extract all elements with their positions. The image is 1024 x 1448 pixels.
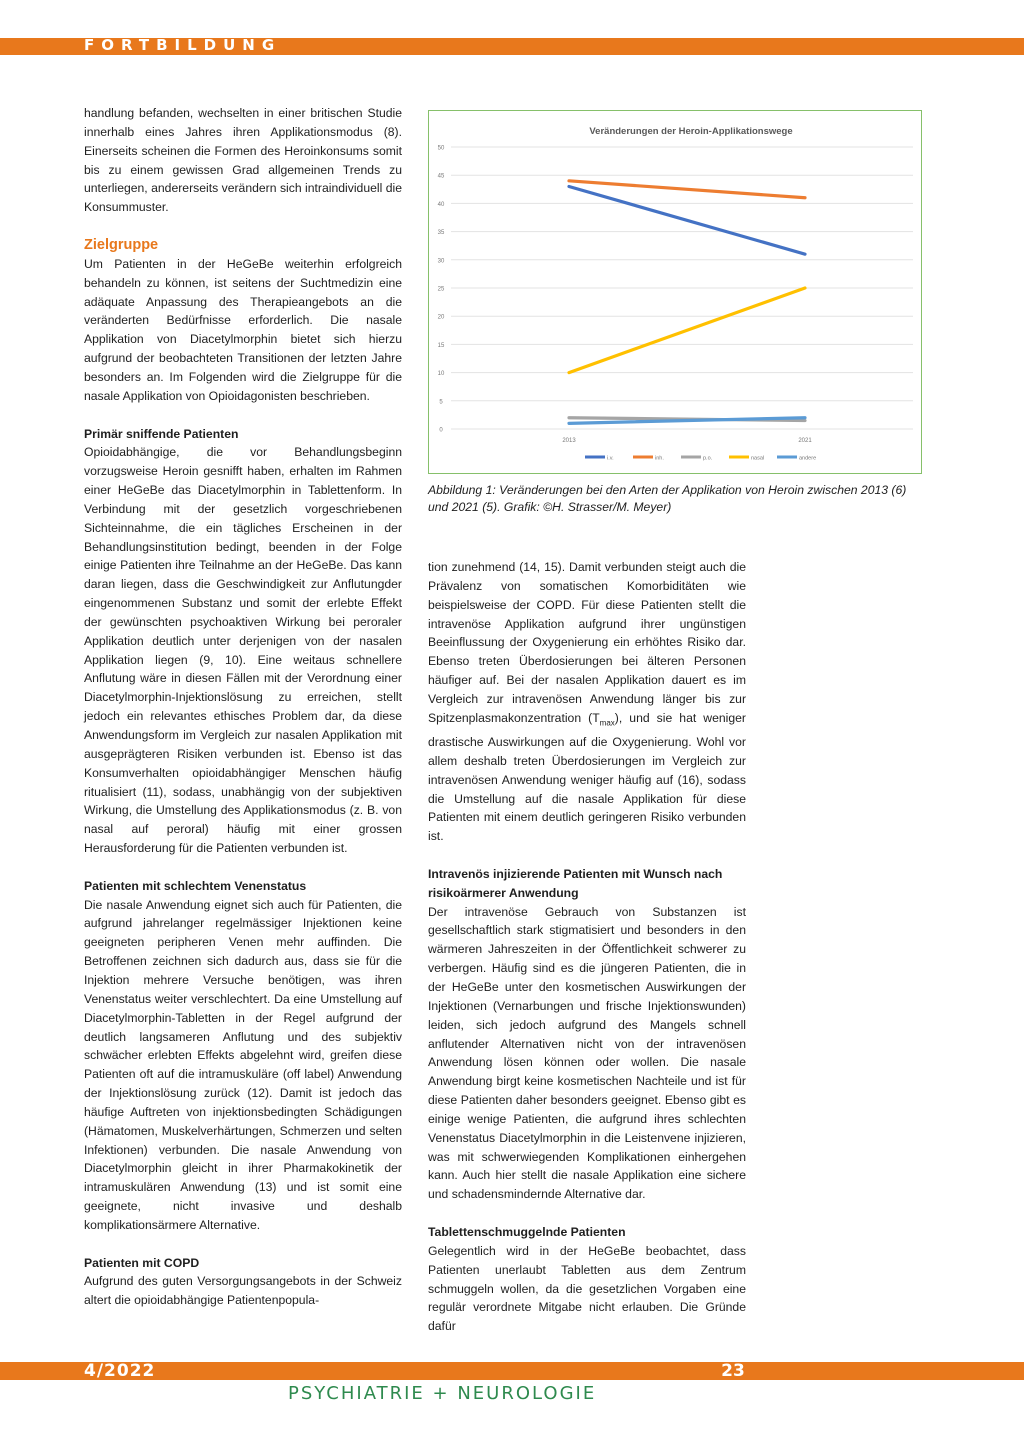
primaer-paragraph: Opioidabhängige, die vor Behandlungsbeginn vorzugsweise Heroin gesnifft haben, erhalten im Rahmen einer HeGeBe das Diacetylmorphin in Tablettenform. In Verbindung mit der gesetzlich vorgeschriebenen Sichteinnahme, die ein tägliches Erscheinen in der Behandlungsinstitution bedingt, beenden in der Folge einige Patienten ihre Teilnahme an der HeGeBe. Das kann daran liegen, dass die Geschwindigkeit zur Anflutungder eingenommenen Substanz und somit der erlebte Effekt der gewünschten psychoaktiven Wirkung bei peroraler Applikation deutlich unter derjenigen von der nasalen Applikation liegen (9, 10). Eine weitaus schnellere Anflutung wäre in diesen Fällen mit der Verordnung einer Diacetylmorphin-Injektionslösung zu erreichen, stellt jedoch ein relevantes ethisches Problem dar, da diese Anwendungsform im Vergleich zur nasalen Applikation mit ausgeprägteren Risiken verbunden ist. Ebenso ist das Konsumverhalten opioidabhängiger Menschen häufig ritualisiert (11), sodass, unabhängig von der subjektiven Wirkung, die Umstellung des Applikationsmodus (z. B. von nasal auf peroral) häufig mit einer grossen Herausforderung für die Patienten verbunden ist. xyxy=(84,445,402,856)
left-column xyxy=(84,104,402,1310)
continuation-text-b: ), und sie hat weniger drastische Auswirkungen auf die Oxygenierung. Wohl vor allem deshalb treten Überdosierungen im Vergleich zur intravenösen Anwendung weniger häufig auf (16), sodass die Umstellung auf die nasale Applikation für diese Patienten mit einem deutlich geringeren Risiko verbunden ist. xyxy=(428,710,746,844)
journal-name: PSYCHIATRIE + NEUROLOGIE xyxy=(288,1383,597,1404)
tmax-subscript: max xyxy=(599,718,615,728)
intro-paragraph: handlung befanden, wechselten in einer britischen Studie innerhalb eines Jahres ihren Applikationsmodus (8). Einerseits scheinen die Formen des Heroinkonsums somit bis zu einem gewissen Grad allgemeinen Trends zu unterliegen, andererseits verändern sich intraindividuell die Konsummuster. xyxy=(84,106,402,215)
copd-paragraph: Aufgrund des guten Versorgungsangebots in der Schweiz altert die opioidabhängige Patientenpopula- xyxy=(84,1274,402,1308)
x-tick-label: 2021 xyxy=(798,438,812,444)
chart-title: Veränderungen der Heroin-Applikationswege xyxy=(589,126,793,137)
y-tick-label: 15 xyxy=(437,342,445,349)
x-tick-label: 2013 xyxy=(562,438,576,444)
venen-heading: Patienten mit schlechtem Venenstatus xyxy=(84,878,307,893)
series-line-nasal xyxy=(569,288,805,373)
primaer-heading: Primär sniffende Patienten xyxy=(84,426,239,441)
y-tick-label: 25 xyxy=(437,286,445,293)
continuation-text-a: tion zunehmend (14, 15). Damit verbunden steigt auch die Prävalenz von somatischen Komorbiditäten wie beispielsweise der COPD. Für diese Patienten stellt die intravenöse Applikation aufgrund ihrer ungünstigen Beeinflussung der Oxygenierung ein erhöhtes Risiko dar. Ebenso treten Überdosierungen bei älteren Personen häufiger auf. Bei der nasalen Applikation dauert es im Vergleich zur intravenösen Anwendung länger bis zur Spitzenplasmakonzentration (T xyxy=(428,560,746,725)
y-tick-label: 30 xyxy=(437,258,445,265)
venen-paragraph: Die nasale Anwendung eignet sich auch für Patienten, die aufgrund jahrelanger regelmässiger Injektionen keine geeigneten peripheren Venen mehr auffinden. Die Betroffenen zeichnen sich dadurch aus, dass sie für die Injektion mehrere Versuche benötigen, was ihren Venenstatus weiter verschlechtert. Da eine Umstellung auf Diacetylmorphin-Tabletten in der Regel aufgrund der deutlich langsameren Anflutung und des subjektiv schwächer erlebten Effekts abgelehnt wird, greifen diese Patienten oft auf die intramuskuläre (off label) Anwendung der Injektionslösung zurück (12). Damit ist jedoch das häufige Auftreten von injektionsbedingten Schädigungen (Hämatomen, Muskelverhärtungen, Schmerzen und selten Infektionen) verbunden. Die nasale Anwendung von Diacetylmorphin gleicht in ihrer Pharmakokinetik der intramuskulären Anwendung (13) und ist somit eine geeignete, nicht invasive und deshalb komplikationsärmere Alternative. xyxy=(84,897,402,1232)
figure-caption: Abbildung 1: Veränderungen bei den Arten der Applikation von Heroin zwischen 2013 (6) und 2021 (5). Grafik: ©H. Strasser/M. Meyer) xyxy=(428,483,907,514)
section-label: FORTBILDUNG xyxy=(84,36,282,54)
line-chart xyxy=(429,111,923,475)
iv-heading: Intravenös injizierende Patienten mit Wunsch nach risikoärmerer Anwendung xyxy=(428,866,723,900)
y-tick-label: 0 xyxy=(439,427,443,434)
y-tick-label: 10 xyxy=(437,371,445,378)
issue-number: 4/2022 xyxy=(84,1361,156,1381)
figure-chart xyxy=(428,110,922,474)
zielgruppe-paragraph: Um Patienten in der HeGeBe weiterhin erfolgreich behandeln zu können, ist seitens der Suchtmedizin eine adäquate Anpassung des Therapieangebots an die veränderten Bedürfnisse erforderlich. Die nasale Applikation von Diacetylmorphin bietet sich hierzu aufgrund der beobachteten Transitionen der letzten Jahre besonders an. Im Folgenden wird die Zielgruppe für die nasale Applikation von Opioidagonisten beschrieben. xyxy=(84,256,402,403)
legend-label: inh. xyxy=(655,455,664,462)
tabletten-heading: Tablettenschmuggelnde Patienten xyxy=(428,1224,626,1239)
y-tick-label: 20 xyxy=(437,314,445,321)
right-column xyxy=(428,558,746,1336)
continuation-paragraph xyxy=(428,558,746,846)
legend-label: p.o. xyxy=(703,455,713,462)
y-tick-label: 5 xyxy=(439,399,443,406)
copd-heading: Patienten mit COPD xyxy=(84,1255,200,1270)
tabletten-paragraph: Gelegentlich wird in der HeGeBe beobachtet, dass Patienten unerlaubt Tabletten aus dem Zentrum schmuggeln wollen, da die gesetzlichen Vorgaben eine regulär verordnete Mitgabe nicht erlauben. Die Gründe dafür xyxy=(428,1243,746,1334)
y-tick-label: 40 xyxy=(437,201,445,208)
y-tick-label: 35 xyxy=(437,230,445,237)
y-tick-label: 50 xyxy=(437,145,445,152)
zielgruppe-heading: Zielgruppe xyxy=(84,236,159,253)
iv-paragraph: Der intravenöse Gebrauch von Substanzen ist gesellschaftlich stark stigmatisiert und besonders in den wärmeren Jahreszeiten in der Öffentlichkeit schwerer zu verbergen. Häufig sind es die jüngeren Patienten, die in der HeGeBe unter den kosmetischen Auswirkungen der Injektionen (Vernarbungen und frische Injektionswunden) leiden, sich jedoch aufgrund des Mangels schnell anflutender Alternativen nicht von der intravenösen Anwendung lösen können oder wollen. Die nasale Anwendung birgt keine kosmetischen Nachteile und ist für diese Patienten daher besonders geeignet. Ebenso gibt es einige wenige Patienten, die aufgrund ihres schlechten Venenstatus Diacetylmorphin in die Leistenvene injizieren, was mit schwerwiegenden Komplikationen einhergehen kann. Auch hier stellt die nasale Applikation eine sichere und schadensmindernde Alternative dar. xyxy=(428,904,746,1202)
page-number: 23 xyxy=(721,1361,745,1381)
legend-label: i.v. xyxy=(607,455,614,462)
legend-label: andere xyxy=(799,455,817,462)
y-tick-label: 45 xyxy=(437,173,445,180)
legend-label: nasal xyxy=(751,455,765,462)
